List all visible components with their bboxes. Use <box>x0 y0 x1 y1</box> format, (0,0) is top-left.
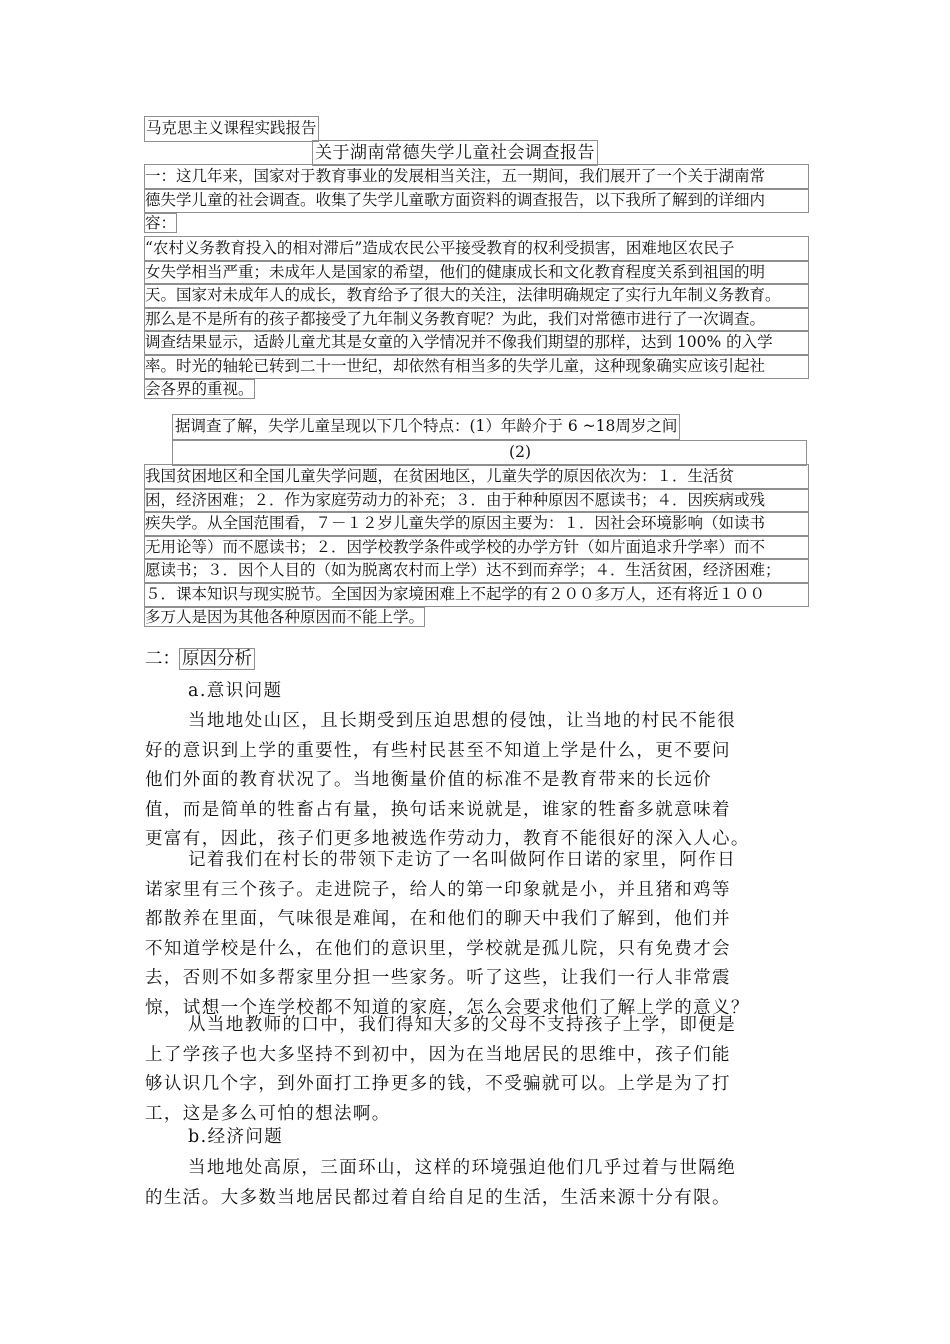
text-line: 都散养在里面，气味很是难闻，在和他们的聊天中我们了解到，他们并 <box>145 909 731 929</box>
text-line-content: 会各界的重视。 <box>145 380 254 398</box>
text-line: 天。国家对未成年人的成长，教育给予了很大的关注，法律明确规定了实行九年制义务教育。 <box>145 284 808 308</box>
text-line: 的生活。大多数当地居民都过着自给自足的生活，生活来源十分有限。 <box>145 1187 731 1208</box>
text-line <box>145 212 808 236</box>
text-line: 从当地教师的口中，我们得知大多的父母不支持孩子上学，即便是 <box>188 1015 737 1035</box>
text-line-content: 容： <box>145 214 177 232</box>
text-line: “农村义务教育投入的相对滞后”造成农民公平接受教育的权利受损害，困难地区农民子 <box>145 237 808 261</box>
text-line: 调查结果显示，适龄儿童尤其是女童的入学情况并不像我们期望的那样，达到 100% 的入学 <box>145 331 808 355</box>
text-line: 惊，试想一个连学校都不知道的家庭，怎么会要求他们了解上学的意义？ <box>145 997 750 1018</box>
report-subtitle: 马克思主义课程实践报告 <box>145 117 318 141</box>
text-line: ５．课本知识与现实脱节。全国因为家境困难上不起学的有２００多万人，还有将近１００ <box>145 583 808 607</box>
section-two-prefix: 二： <box>145 649 180 669</box>
paragraph-awareness-1 <box>145 707 809 855</box>
text-line: 率。时光的轴轮已转到二十一世纪，却依然有相当多的失学儿童，这种现象确实应该引起社 <box>145 355 808 379</box>
text-line: 上了学孩子也大多坚持不到初中，因为在当地居民的思维中，孩子们能 <box>145 1044 731 1065</box>
text-line: 不知道学校是什么，在他们的意识里，学校就是孤儿院，只有免费才会 <box>145 938 731 959</box>
text-line: 那么是不是所有的孩子都接受了九年制义务教育呢？为此，我们对常德市进行了一次调查。 <box>145 308 808 332</box>
text-line: 一：这几年来，国家对于教育事业的发展相当关注，五一期间，我们展开了一个关于湖南常 <box>145 165 808 189</box>
text-line: 记着我们在村长的带领下走访了一名叫做阿作日诺的家里，阿作日 <box>188 850 737 870</box>
text-line <box>145 606 808 630</box>
text-line: 诺家里有三个孩子。走进院子，给人的第一印象就是小，并且猪和鸡等 <box>145 879 731 900</box>
section-two-heading <box>145 646 254 672</box>
text-line: 疾失学。从全国范围看，７－１２岁儿童失学的原因主要为：１．因社会环境影响（如读书 <box>145 512 808 536</box>
text-line: 当地地处山区，且长期受到压迫思想的侵蚀，让当地的村民不能很 <box>188 711 737 731</box>
text-line: 无用论等）而不愿读书；２．因学校教学条件或学校的办学方针（如片面追求升学率）而不 <box>145 536 808 560</box>
paragraph-dropout-causes <box>145 465 808 630</box>
text-line: 我国贫困地区和全国儿童失学问题，在贫困地区，儿童失学的原因依次为：１．生活贫 <box>145 465 808 489</box>
text-line: 够认识几个字，到外面打工挣更多的钱，不受骗就可以。上学是为了打 <box>145 1074 731 1094</box>
subheading-economy: b.经济问题 <box>188 1127 284 1147</box>
paragraph-awareness-3 <box>145 1011 809 1129</box>
text-line: 值，而是简单的牲畜占有量，换句话来说就是，谁家的牲畜多就意味着 <box>145 799 731 820</box>
text-line: 他们外面的教育状况了。当地衡量价值的标准不是教育带来的长远价 <box>145 770 712 790</box>
text-line: 去，否则不如多帮家里分担一些家务。听了这些，让我们一行人非常震 <box>145 968 731 988</box>
text-line <box>145 378 808 402</box>
section-one-intro <box>145 165 808 236</box>
features-line-2 <box>173 441 806 465</box>
text-line: 困，经济困难；２．作为家庭劳动力的补充；３．由于种种原因不愿读书；４．因疾病或残 <box>145 489 808 513</box>
report-title: 关于湖南常德失学儿童社会调查报告 <box>315 143 595 163</box>
text-line-content: 多万人是因为其他各种原因而不能上学。 <box>145 608 425 626</box>
text-line: 女失学相当严重；未成年人是国家的希望，他们的健康成长和文化教育程度关系到祖国的明 <box>145 261 808 285</box>
text-line: 好的意识到上学的重要性，有些村民甚至不知道上学是什么，更不要问 <box>145 740 731 761</box>
text-line: 愿读书；３．因个人目的（如为脱离农村而上学）达不到而弃学；４．生活贫困，经济困难； <box>145 559 808 583</box>
paragraph-compulsory-education <box>145 237 808 402</box>
section-two-title: 原因分析 <box>182 649 252 669</box>
text-line: 当地地处高原，三面环山，这样的环境强迫他们几乎过着与世隔绝 <box>188 1158 737 1178</box>
text-line: 更富有，因此，孩子们更多地被选作劳动力，教育不能很好的深入人心。 <box>145 829 750 849</box>
subheading-awareness: a.意识问题 <box>188 681 283 701</box>
paragraph-awareness-2 <box>145 846 809 1023</box>
features-line: 据调查了解，失学儿童呈现以下几个特点：(1）年龄介于 6 ~18周岁之间 <box>173 415 679 439</box>
feature-item-2: (2) <box>509 443 531 461</box>
paragraph-economy-1 <box>145 1154 809 1213</box>
text-line: 德失学儿童的社会调查。收集了失学儿童歌方面资料的调查报告，以下我所了解到的详细内 <box>145 189 808 213</box>
text-line: 工，这是多么可怕的想法啊。 <box>145 1103 391 1124</box>
